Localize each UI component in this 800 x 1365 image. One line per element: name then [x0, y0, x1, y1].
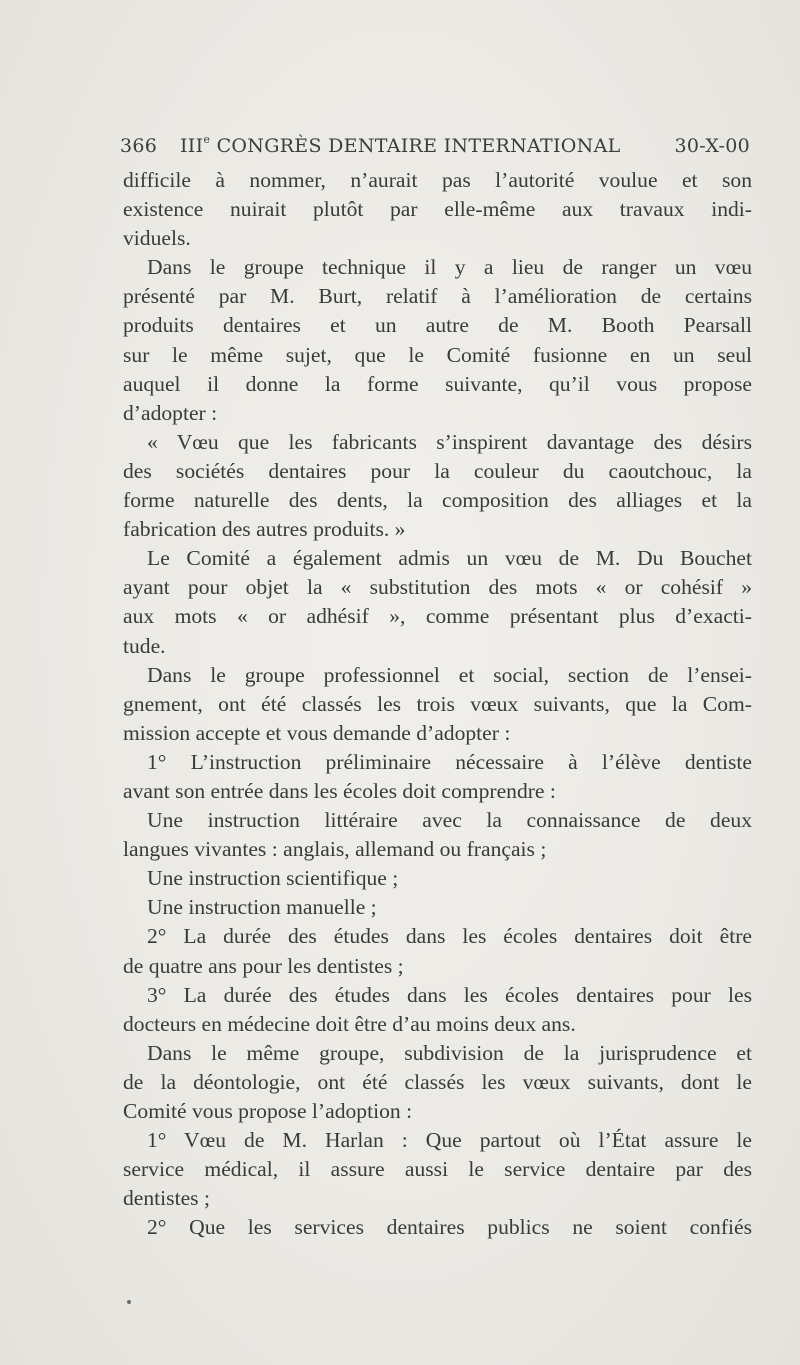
ink-speck [127, 1300, 131, 1304]
text-line: docteurs en médecine doit être d’au moins deux ans. [123, 1011, 576, 1036]
text-line: « Vœu que les fabricants s’inspirent davantage des désirs [147, 429, 752, 454]
text-line: difficile à nommer, n’aurait pas l’autorité voulue et son [123, 168, 752, 192]
text-line: existence nuirait plutôt par elle-même aux travaux indi- [123, 197, 752, 222]
text-line: Dans le groupe professionnel et social, section de l’ensei- [147, 662, 752, 687]
text-line: de quatre ans pour les dentistes ; [123, 953, 404, 978]
title-roman: III [180, 135, 204, 157]
text-line: Dans le même groupe, subdivision de la jurisprudence et [147, 1040, 752, 1065]
title-rest: CONGRÈS DENTAIRE INTERNATIONAL [216, 135, 621, 157]
body-text [123, 166, 752, 1242]
text-line: Une instruction littéraire avec la connaissance de deux [147, 808, 752, 833]
text-line: Comité vous propose l’adoption : [123, 1099, 413, 1123]
header-date: 30-X-00 [674, 135, 750, 157]
text-line: des sociétés dentaires pour la couleur du caoutchouc, la [123, 458, 752, 483]
text-line: 1° L’instruction préliminaire nécessaire à l’élève dentiste [147, 749, 752, 774]
text-line: Une instruction manuelle ; [147, 895, 377, 920]
text-line: 3° La durée des études dans les écoles dentaires pour les [147, 982, 752, 1007]
text-line: langues vivantes : anglais, allemand ou français ; [123, 837, 547, 862]
text-line: sur le même sujet, que le Comité fusionne en un seul [123, 342, 752, 367]
text-line: produits dentaires et un autre de M. Booth Pearsall [123, 313, 752, 338]
text-line: fabrication des autres produits. » [123, 517, 406, 542]
page-number: 366 [120, 135, 158, 157]
text-line: viduels. [123, 226, 191, 251]
text-line: présenté par M. Burt, relatif à l’amélioration de certains [123, 284, 752, 309]
text-line: avant son entrée dans les écoles doit comprendre : [123, 778, 556, 803]
text-line: 1° Vœu de M. Harlan : Que partout où l’État assure le [147, 1128, 752, 1153]
running-header [120, 135, 750, 159]
text-line: forme naturelle des dents, la composition des alliages et la [123, 488, 752, 513]
text-line: tude. [123, 633, 166, 658]
title-superscript: e [203, 133, 211, 146]
text-line: de la déontologie, ont été classés les vœux suivants, dont le [123, 1069, 752, 1094]
text-line: dentistes ; [123, 1186, 210, 1211]
text-line: Dans le groupe technique il y a lieu de ranger un vœu [147, 255, 752, 280]
running-title [180, 135, 621, 157]
text-line: Une instruction scientifique ; [147, 866, 399, 891]
text-line: service médical, il assure aussi le service dentaire par des [123, 1157, 752, 1182]
text-line: auquel il donne la forme suivante, qu’il vous propose [123, 371, 752, 396]
text-line: ayant pour objet la « substitution des mots « or cohésif » [123, 575, 752, 600]
text-line: aux mots « or adhésif », comme présentant plus d’exacti- [123, 604, 752, 629]
text-line: 2° La durée des études dans les écoles dentaires doit être [147, 924, 752, 949]
text-line: d’adopter : [123, 400, 218, 425]
text-line: Le Comité a également admis un vœu de M. Du Bouchet [147, 546, 752, 571]
text-line: mission accepte et vous demande d’adopter : [123, 720, 511, 745]
text-line: 2° Que les services dentaires publics ne soient confiés [147, 1215, 752, 1240]
text-line: gnement, ont été classés les trois vœux suivants, que la Com- [123, 691, 752, 716]
